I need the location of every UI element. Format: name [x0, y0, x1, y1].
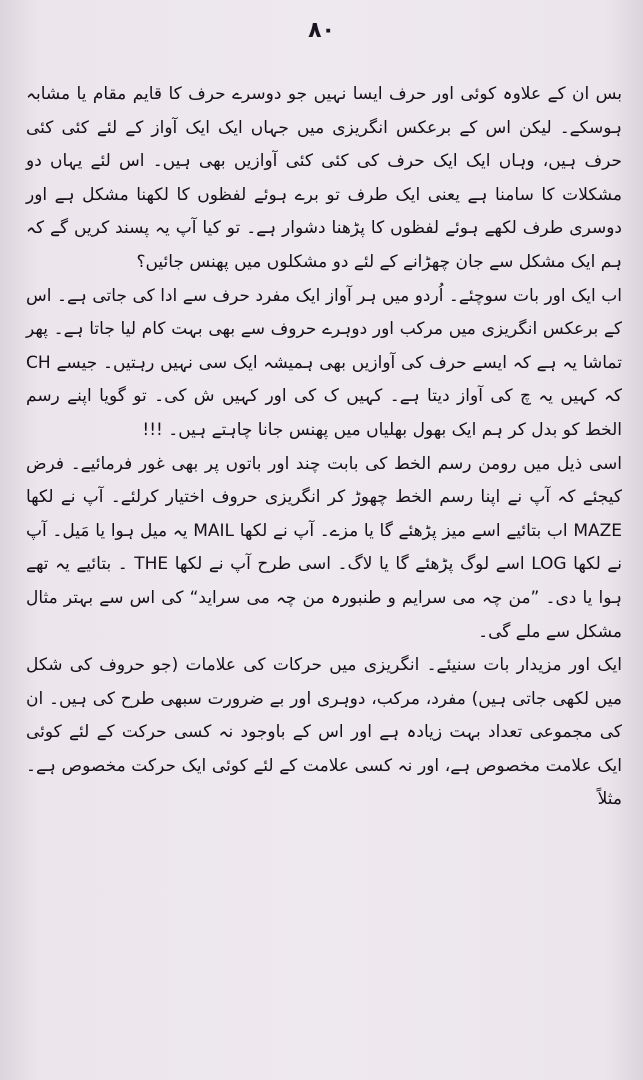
page-number: ۸۰	[308, 18, 335, 43]
paragraph-1: بس ان کے علاوہ کوئی اور حرف ایسا نہیں جو دوسرے حرف کا قایم مقام یا مشابہ ہوسکے۔ لیکن اس کے برعکس انگریزی میں جہاں ایک ایک آواز کے لئے کئی کئی حرف ہیں، وہاں ایک ایک حرف کی کئی کئی آوازیں بھی ہیں۔ اس لئے یہاں دو مشکلات کا سامنا ہے یعنی ایک طرف تو برے ہوئے لفظوں کا لکھنا مشکل ہے اور دوسری طرف لکھے ہوئے لفظوں کا پڑھنا دشوار ہے۔ تو کیا آپ یہ پسند کریں گے کہ ہم ایک مشکل سے جان چھڑانے کے لئے دو مشکلوں میں پھنس جائیں؟	[26, 84, 622, 272]
urdu-text-body	[26, 78, 622, 817]
paragraph-3: اسی ذیل میں رومن رسم الخط کی بابت چند اور باتوں پر بھی غور فرمائیے۔ فرض کیجئے کہ آپ نے اپنا رسم الخط چھوڑ کر انگریزی حروف اختیار کرلئے۔ آپ نے لکھا MAZE اب بتائیے اسے میز پڑھئے گا یا مزے۔ آپ نے لکھا MAIL یہ میل ہوا یا مَیل۔ آپ نے لکھا LOG اسے لوگ پڑھئے گا یا لاگ۔ اسی طرح آپ نے لکھا THE ۔ بتائیے یہ تھے ہوا یا دی۔ ”من چہ می سرایم و طنبورہ من چہ می سراید“ کی اس سے بہتر مثال مشکل سے ملے گی۔	[26, 453, 623, 642]
paragraph-2: اب ایک اور بات سوچئے۔ اُردو میں ہر آواز ایک مفرد حرف سے ادا کی جاتی ہے۔ اس کے برعکس انگریزی میں مرکب اور دوہرے حروف سے بھی بہت کام لیا جاتا ہے۔ پھر تماشا یہ ہے کہ ایسے حرف کی آوازیں بھی ہمیشہ ایک سی نہیں رہتیں۔ جیسے CH کہ کہیں یہ چ کی آواز دیتا ہے۔ کہیں ک کی اور کہیں ش کی۔ تو گویا اپنے رسم الخط کو بدل کر ہم ایک بھول بھلیاں میں پھنس جانا چاہتے ہیں۔ !!!	[26, 285, 622, 440]
paragraph-4: ایک اور مزیدار بات سنیئے۔ انگریزی میں حرکات کی علامات (جو حروف کی شکل میں لکھی جاتی ہیں) مفرد، مرکب، دوہری اور بے ضرورت سبھی طرح کی ہیں۔ ان کی مجموعی تعداد بہت زیادہ ہے اور اس کے باوجود نہ کسی حرکت کے لئے کوئی ایک علامت مخصوص ہے، اور نہ کسی علامت کے لئے کوئی ایک حرکت مخصوص ہے۔ مثلاً	[26, 655, 622, 810]
